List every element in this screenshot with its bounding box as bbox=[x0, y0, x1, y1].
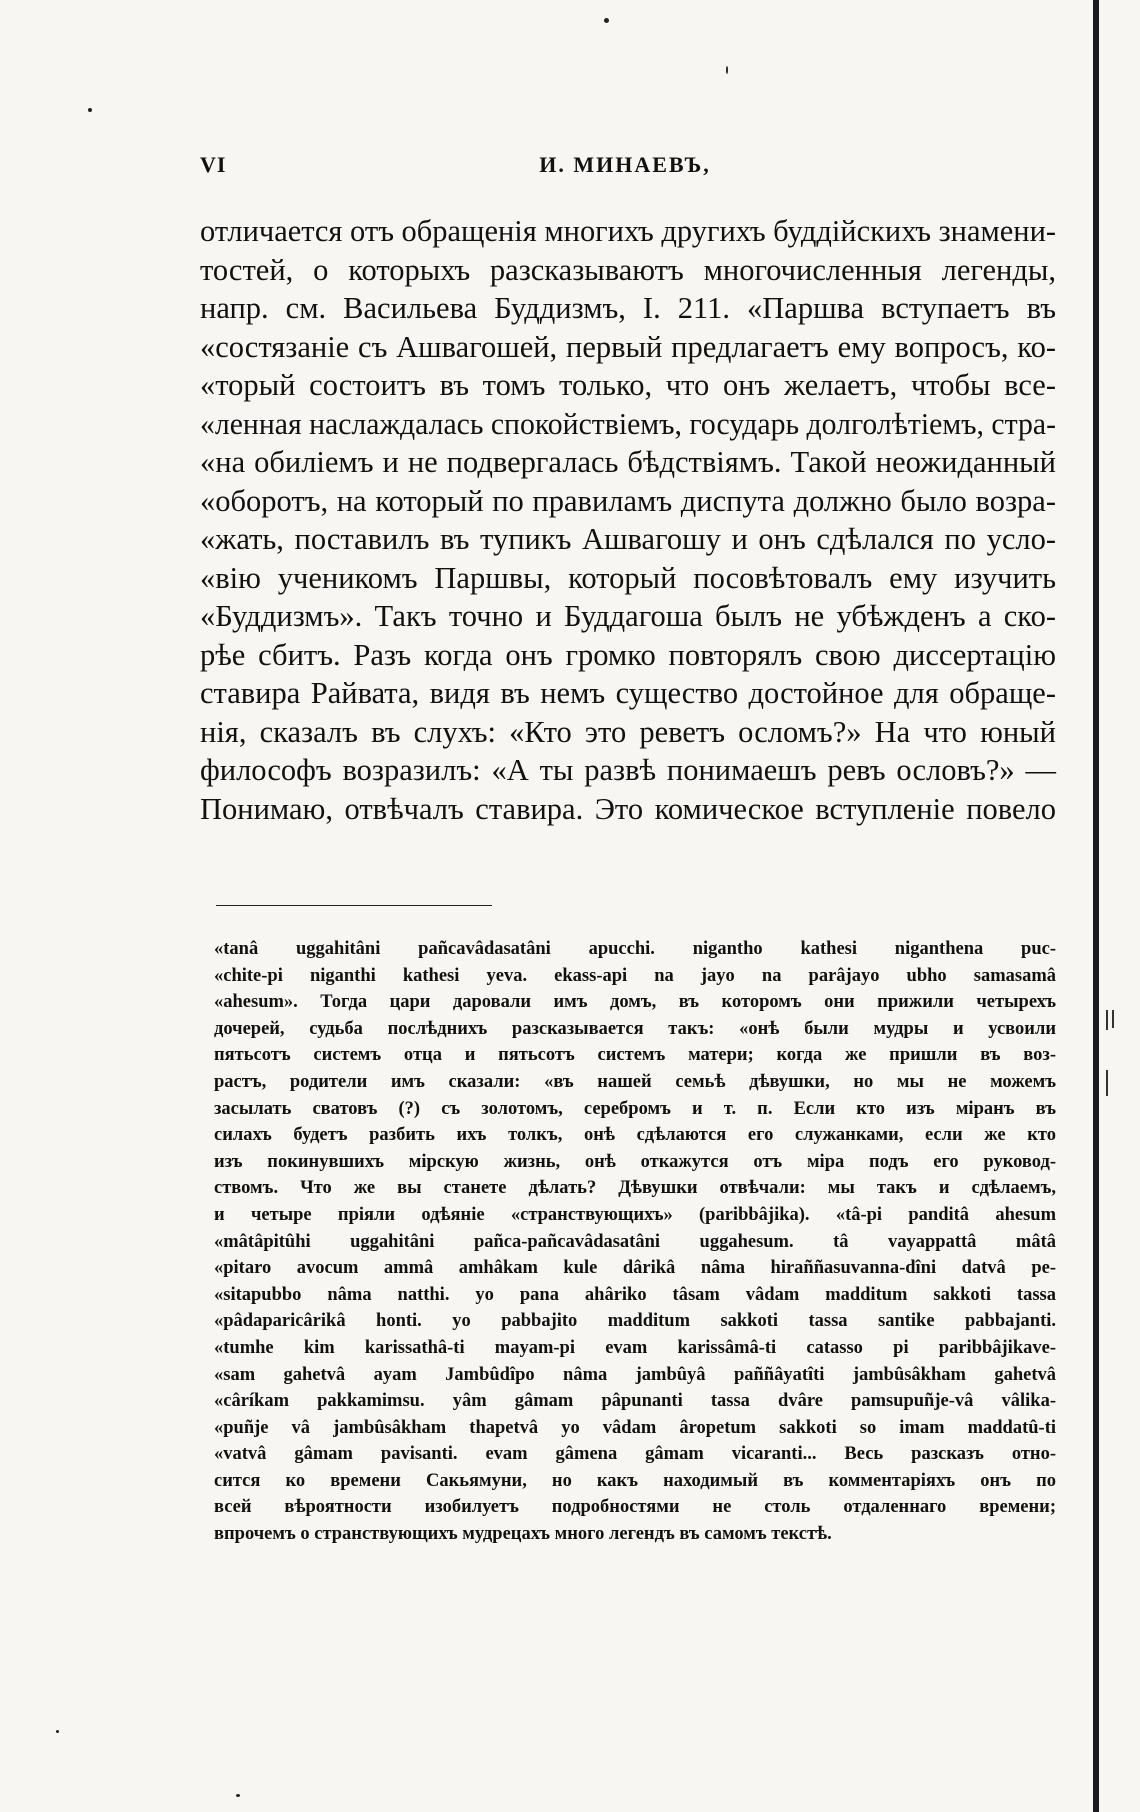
footnote-line: засылать сватовъ (?) съ золотомъ, серебромъ и т. п. Если кто изъ міранъ въ bbox=[214, 1098, 1056, 1119]
footnote-line: «chite-pi niganthi kathesi yeva. ekass-api na jayo na parâjayo ubho samasamâ bbox=[214, 965, 1056, 986]
body-line: напр. см. Васильева Буддизмъ, I. 211. «Паршва вступаетъ въ bbox=[200, 291, 1056, 325]
footnote-line: «tanâ uggahitâni pañcavâdasatâni apucchi. nigantho kathesi niganthena puc- bbox=[214, 939, 1056, 959]
ink-speck bbox=[56, 1730, 59, 1733]
main-text bbox=[200, 212, 1056, 828]
footnote-text bbox=[214, 936, 1056, 1548]
footnote-line: ствомъ. Что же вы станете дѣлать? Дѣвушки отвѣчали: мы такъ и сдѣлаемъ, bbox=[214, 1178, 1056, 1199]
body-line: ставира Райвата, видя въ немъ существо достойное для обраще- bbox=[200, 676, 1056, 710]
ink-speck bbox=[236, 1794, 240, 1797]
footnote-line: «pâdaparicârikâ honti. yo pabbajito madditum sakkoti tassa santike pabbajanti. bbox=[214, 1311, 1056, 1332]
body-line: «на обиліемъ и не подвергалась бѣдствіямъ. Такой неожиданный bbox=[200, 445, 1056, 479]
binding-edge bbox=[1093, 0, 1099, 1812]
footnote-line: всей вѣроятности изобилуетъ подробностями не столь отдаленнаго времени; bbox=[214, 1497, 1056, 1518]
footnote-divider bbox=[216, 905, 492, 906]
footnote-line: растъ, родители имъ сказали: «въ нашей семьѣ дѣвушки, но мы не можемъ bbox=[214, 1071, 1056, 1092]
footnote-line: впрочемъ о странствующихъ мудрецахъ много легендъ въ самомъ текстѣ. bbox=[214, 1524, 832, 1545]
footnote-line: «tumhe kim karissathâ-ti mayam-pi evam karissâmâ-ti catasso pi paribbâjikave- bbox=[214, 1337, 1056, 1358]
body-line: «вію ученикомъ Паршвы, который посовѣтовалъ ему изучить bbox=[200, 560, 1056, 595]
margin-mark bbox=[1112, 1010, 1114, 1028]
margin-mark bbox=[1106, 1070, 1108, 1096]
footnote-line: «puñje vâ jambûsâkham thapetvâ yo vâdam âropetum sakkoti so imam maddatû-ti bbox=[214, 1417, 1056, 1438]
footnote-line: «ahesum». Тогда цари даровали имъ домъ, въ которомъ они прижили четырехъ bbox=[214, 992, 1056, 1013]
footnote-line: «sitapubbo nâma natthi. yo pana ahâriko tâsam vâdam madditum sakkoti tassa bbox=[214, 1284, 1056, 1305]
footnote-line: «sam gahetvâ ayam Jambûdîpo nâma jambûyâ paññâyatîti jambûsâkham gahetvâ bbox=[214, 1364, 1056, 1385]
body-line: рѣе сбитъ. Разъ когда онъ громко повторялъ свою диссертацію bbox=[200, 637, 1056, 672]
ink-speck bbox=[604, 18, 609, 23]
body-line: отличается отъ обращенія многихъ другихъ буддійскихъ знамени- bbox=[200, 214, 1057, 248]
footnote-line: «câríkam pakkamimsu. yâm gâmam pâpunanti tassa dvâre pamsupuñje-vâ vâlika- bbox=[214, 1391, 1056, 1412]
body-line: философъ возразилъ: «А ты развѣ понимаешъ ревъ ословъ?» — bbox=[200, 753, 1056, 787]
footnote-line: дочерей, судьба послѣднихъ разсказывается такъ: «онѣ были мудры и усвоили bbox=[214, 1018, 1056, 1039]
body-line: Понимаю, отвѣчалъ ставира. Это комическое вступленіе повело bbox=[200, 791, 1056, 826]
footnote-line: «vatvâ gâmam pavisanti. evam gâmena gâmam vicaranti... Весь разсказъ отно- bbox=[214, 1444, 1056, 1465]
footnote-line: пятьсотъ системъ отца и пятьсотъ системъ матери; когда же пришли въ воз- bbox=[214, 1045, 1056, 1066]
footnote-line: и четыре пріяли одѣяніе «странствующихъ» (paribbâjika). «tâ-pi panditâ ahesum bbox=[214, 1204, 1056, 1225]
footnote-line: сится ко времени Сакьямуни, но какъ находимый въ комментаріяхъ онъ по bbox=[214, 1470, 1056, 1491]
ink-speck bbox=[726, 66, 728, 74]
footnote-line: «pitaro avocum ammâ amhâkam kule dârikâ nâma hiraññasuvanna-dîni datvâ pe- bbox=[214, 1258, 1056, 1279]
footnote-line: силахъ будетъ разбить ихъ толкъ, онѣ сдѣлаются его служанками, если же кто bbox=[214, 1125, 1056, 1146]
footnote-line: изъ покинувшихъ мірскую жизнь, онѣ откажутся отъ міра подъ его руковод- bbox=[214, 1151, 1056, 1172]
body-line: тостей, о которыхъ разсказываютъ многочисленныя легенды, bbox=[200, 252, 1056, 287]
running-title: И. МИНАЕВЪ, bbox=[539, 152, 711, 177]
body-line: «оборотъ, на который по правиламъ диспута должно было возра- bbox=[200, 483, 1056, 518]
body-line: «состязаніе съ Ашвагошей, первый предлагаетъ ему вопросъ, ко- bbox=[200, 329, 1056, 364]
body-line: «торый состоитъ въ томъ только, что онъ желаетъ, чтобы все- bbox=[200, 368, 1056, 402]
body-line: «Буддизмъ». Такъ точно и Буддагоша былъ не убѣжденъ а ско- bbox=[200, 599, 1056, 633]
body-line: нія, сказалъ въ слухъ: «Кто это реветъ осломъ?» На что юный bbox=[200, 714, 1056, 749]
page-number: VI bbox=[200, 152, 227, 177]
body-line: «жать, поставилъ въ тупикъ Ашвагошу и онъ сдѣлался по усло- bbox=[200, 522, 1056, 556]
body-line: «ленная наслаждалась спокойствіемъ, государь долголѣтіемъ, стра- bbox=[200, 406, 1056, 441]
ink-speck bbox=[88, 108, 92, 112]
margin-mark bbox=[1106, 1010, 1108, 1030]
footnote-line: «mâtâpitûhi uggahitâni pañca-pañcavâdasatâni uggahesum. tâ vayappattâ mâtâ bbox=[214, 1231, 1056, 1252]
page-header bbox=[200, 152, 1050, 192]
